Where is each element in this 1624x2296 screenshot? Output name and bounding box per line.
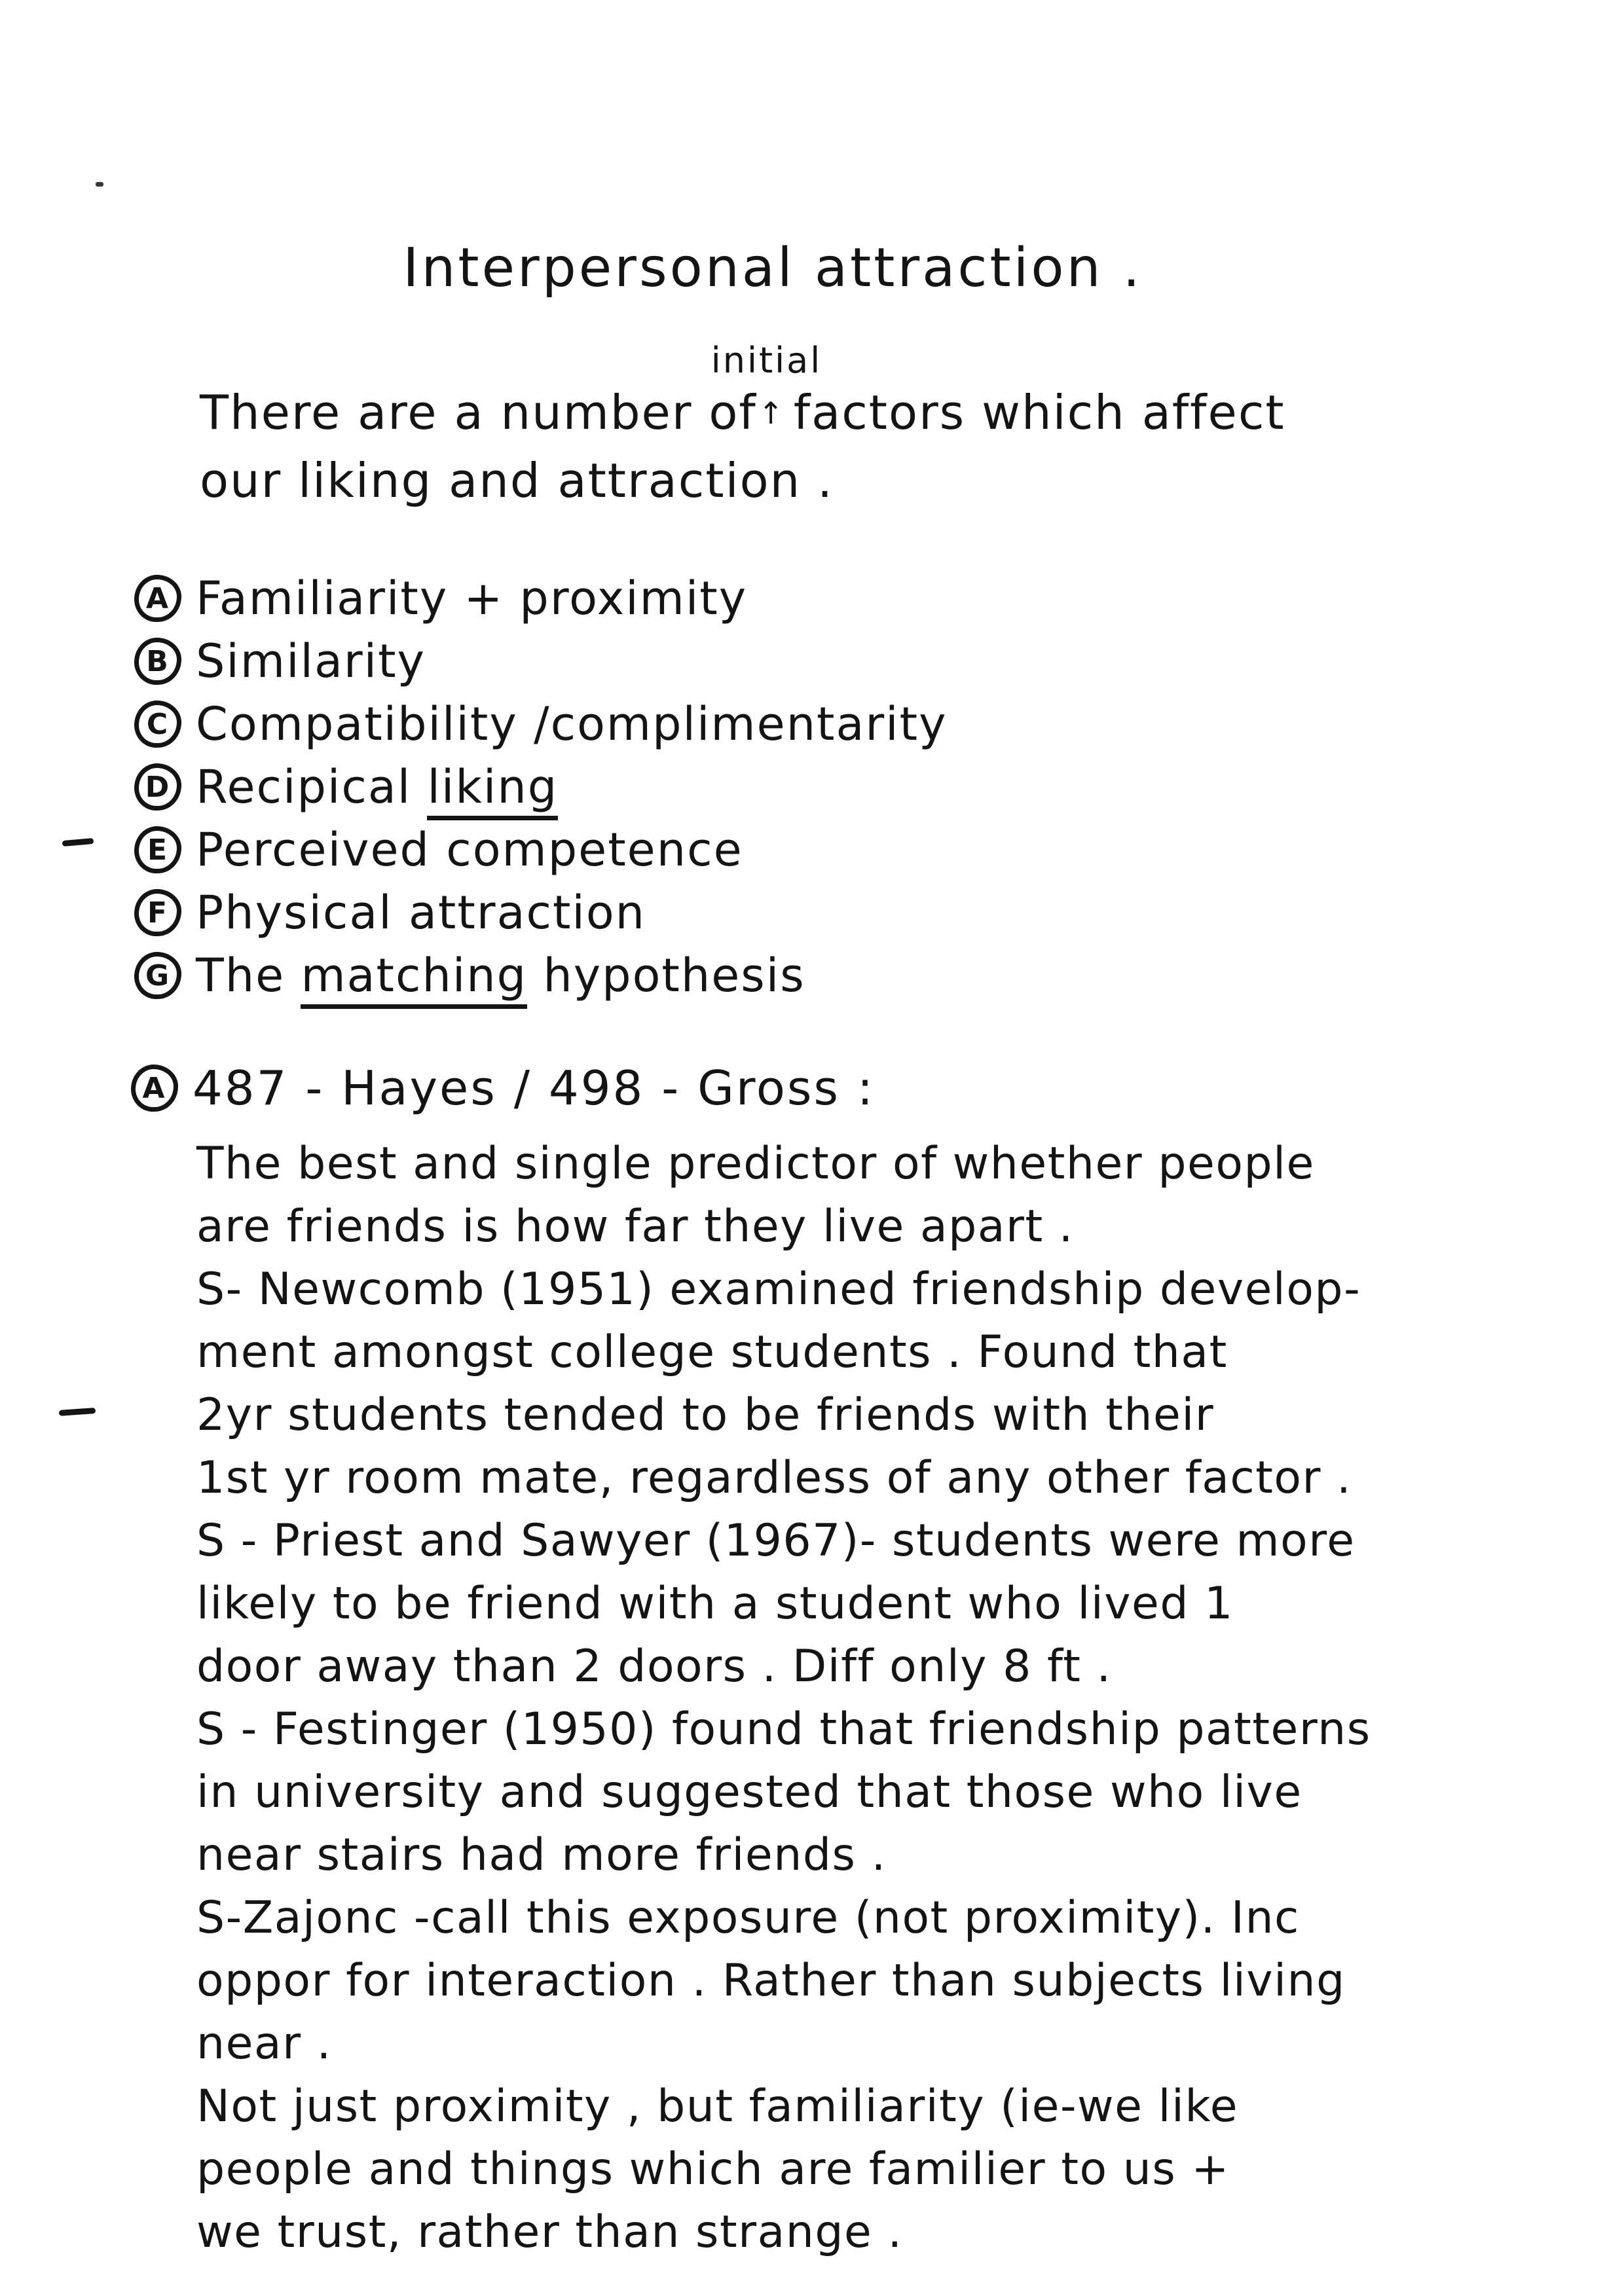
margin-dash-mark [59,1408,96,1416]
factor-text-underlined: matching [301,949,527,1009]
factor-item [134,881,948,944]
inserted-word: initial [710,340,822,381]
factor-text-post: hypothesis [527,949,805,1002]
note-line: S - Festinger (1950) found that friendship patterns [196,1704,1371,1755]
note-line: likely to be friend with a student who lived 1 [196,1578,1234,1630]
factor-item [134,818,948,881]
note-line: 2yr students tended to be friends with their [196,1389,1215,1441]
factor-item [134,630,948,693]
section-heading-text: 487 - Hayes / 498 - Gross : [193,1061,876,1116]
circled-letter-badge: G [134,952,181,999]
factor-text-pre: Familiarity + proximity [196,572,748,625]
circled-letter-badge: C [134,701,181,748]
note-line: 1st yr room mate, regardless of any other factor . [196,1452,1352,1504]
section-body [196,1133,1371,2264]
circled-letter-badge: A [131,1065,178,1112]
factor-text [196,886,646,939]
intro-line1-before: There are a number of [200,385,757,440]
note-line: ment amongst college students . Found that [196,1326,1228,1378]
factor-item [134,693,948,756]
note-line: we trust, rather than strange . [196,2206,903,2258]
note-line: people and things which are familier to us + [196,2143,1230,2195]
note-line: are friends is how far they live apart . [196,1201,1074,1252]
note-line: Not just proximity , but familiarity (ie-we like [196,2081,1239,2132]
note-line: oppor for interaction . Rather than subjects living [196,1955,1346,2007]
factor-list [134,567,948,1007]
factor-text-pre: Recipical [196,760,428,814]
factor-text-underlined: liking [427,760,558,820]
caret-insert-icon: ↑ [758,395,785,431]
factor-item [134,567,948,630]
circled-letter-badge: D [134,763,181,811]
factor-text-pre: Physical attraction [196,886,646,939]
circled-letter-badge: B [134,638,181,685]
circled-letter-badge: A [134,575,181,622]
intro-line-1 [200,340,1285,446]
note-line: S - Priest and Sawyer (1967)- students were more [196,1515,1356,1567]
note-line: near stairs had more friends . [196,1829,887,1881]
factor-text [196,572,747,625]
factor-item [134,756,948,818]
note-line: S- Newcomb (1951) examined friendship develop- [196,1264,1361,1315]
factor-text-pre: The [196,949,301,1002]
section-heading [131,1055,1371,1121]
intro-line1-after: factors which affect [793,385,1285,440]
factor-text [196,949,805,1002]
note-line: The best and single predictor of whether people [196,1138,1315,1190]
circled-letter-badge: F [134,889,181,936]
margin-dash-mark [62,838,94,847]
note-line: door away than 2 doors . Diff only 8 ft . [196,1641,1112,1692]
factor-text-pre: Compatibility /complimentarity [196,697,948,751]
factor-item [134,944,948,1007]
factor-text-pre: Perceived competence [196,823,743,877]
intro-paragraph [200,340,1285,515]
note-line: in university and suggested that those who live [196,1766,1302,1818]
factor-text-pre: Similarity [196,634,426,688]
note-line: near . [196,2018,332,2069]
note-line: S-Zajonc -call this exposure (not proximity). Inc [196,1892,1300,1944]
intro-line-2: our liking and attraction . [200,453,834,508]
factor-text [196,697,948,751]
factor-text [196,823,743,877]
notes-section [131,1055,1371,2264]
ink-speck [96,182,103,187]
circled-letter-badge: E [134,826,181,873]
factor-text [196,760,558,814]
insertion-point [710,340,822,431]
page-title: Interpersonal attraction . [403,237,1143,299]
factor-text [196,634,426,688]
